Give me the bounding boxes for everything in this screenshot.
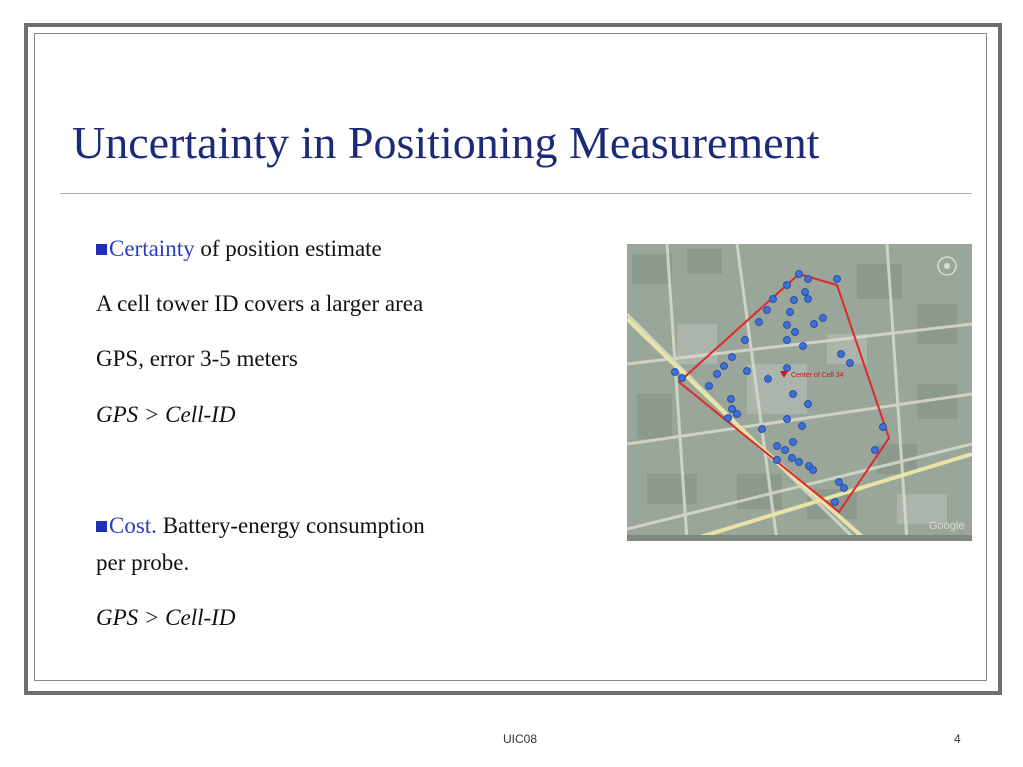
bullet-certainty xyxy=(96,236,382,262)
comparison-line: GPS > Cell-ID xyxy=(96,402,236,427)
map-watermark: Google xyxy=(929,520,965,532)
bullet-cost xyxy=(96,513,425,539)
bullet-line: A cell tower ID covers a larger area xyxy=(96,291,424,316)
bullet-heading-rest: Battery-energy consumption xyxy=(156,513,425,538)
comparison-line: GPS > Cell-ID xyxy=(96,605,236,630)
bullet-heading: Certainty xyxy=(109,236,195,261)
bullet-continuation: per probe. xyxy=(96,550,190,575)
square-bullet-icon xyxy=(96,244,107,255)
bullet-heading-rest: of position estimate xyxy=(194,236,382,261)
bullet-line: GPS, error 3-5 meters xyxy=(96,346,298,371)
satellite-map-image xyxy=(627,244,972,541)
title-divider xyxy=(60,193,972,194)
bullet-heading: Cost. xyxy=(109,513,157,538)
footer-center-text: UIC08 xyxy=(503,732,538,746)
page-number: 4 xyxy=(954,732,961,746)
square-bullet-icon xyxy=(96,521,107,532)
cell-center-label: Center of Cell 34 xyxy=(791,372,844,379)
slide-title: Uncertainty in Positioning Measurement xyxy=(72,117,820,168)
